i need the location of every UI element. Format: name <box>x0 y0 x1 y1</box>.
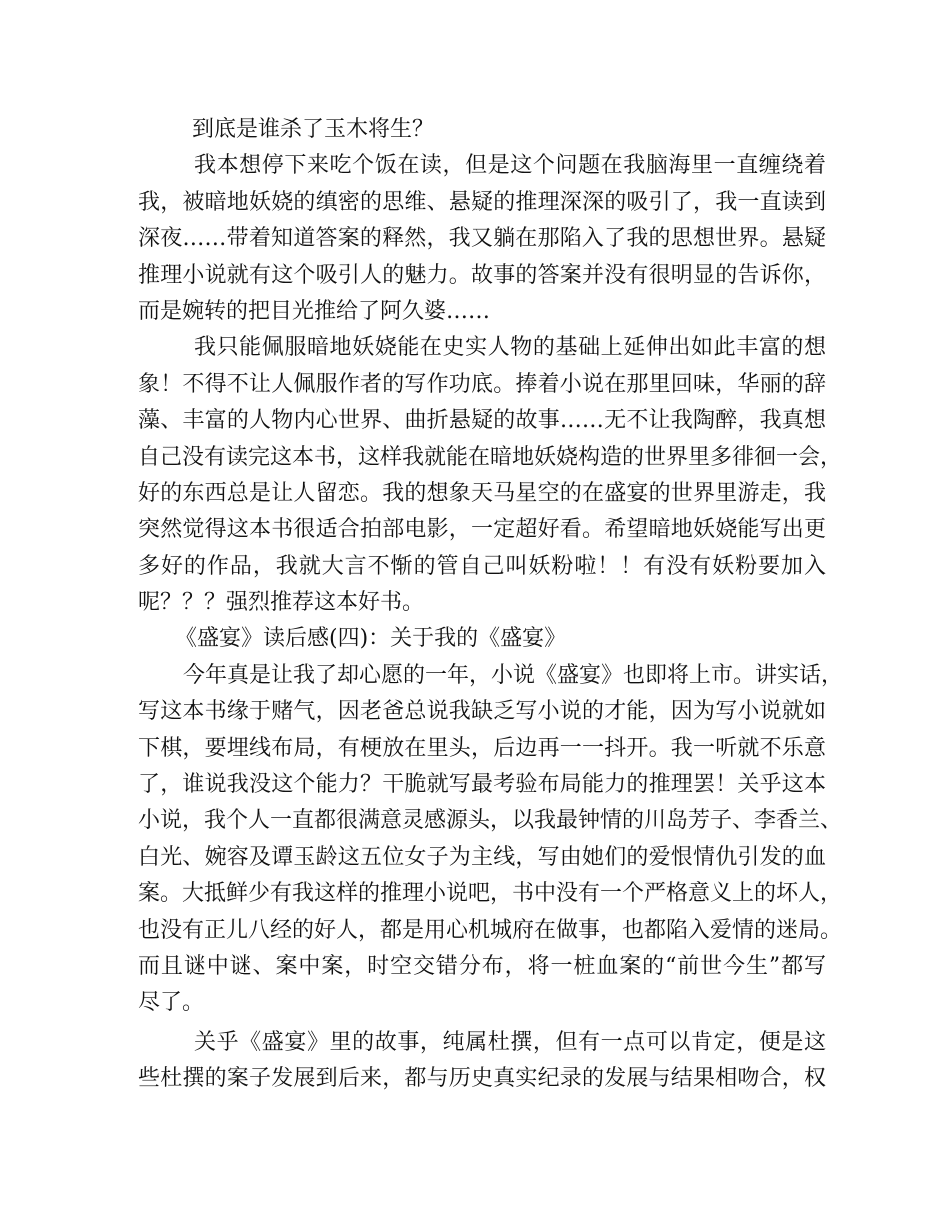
paragraph-line: 写这本书缘于赌气，因老爸总说我缺乏写小说的才能，因为写小说就如 <box>138 699 826 725</box>
paragraph-line: 突然觉得这本书很适合拍部电影，一定超好看。希望暗地妖娆能写出更 <box>138 517 826 543</box>
paragraph-line: 小说，我个人一直都很满意灵感源头，以我最钟情的川岛芳子、李香兰、 <box>138 808 843 834</box>
section-heading: 《盛宴》读后感(四)：关于我的《盛宴》 <box>175 626 567 652</box>
paragraph-line: 我，被暗地妖娆的缜密的思维、悬疑的推理深深的吸引了，我一直读到 <box>138 189 826 215</box>
paragraph-line: 多好的作品，我就大言不惭的管自己叫妖粉啦！！有没有妖粉要加入 <box>138 553 826 579</box>
paragraph-line: 白光、婉容及谭玉龄这五位女子为主线，写由她们的爱恨情仇引发的血 <box>138 844 826 870</box>
paragraph-line: 自己没有读完这本书，这样我就能在暗地妖娆构造的世界里多徘徊一会， <box>138 444 843 470</box>
paragraph-line: 而且谜中谜、案中案，时空交错分布，将一桩血案的“前世今生”都写 <box>138 953 826 979</box>
paragraph-line: 了，谁说我没这个能力？干脆就写最考验布局能力的推理罢！关乎这本 <box>138 772 826 798</box>
paragraph-line: 藻、丰富的人物内心世界、曲折悬疑的故事……无不让我陶醉，我真想 <box>138 408 826 434</box>
paragraph-line: 下棋，要埋线布局，有梗放在里头，后边再一一抖开。我一听就不乐意 <box>138 735 826 761</box>
paragraph-line: 到底是谁杀了玉木将生？ <box>192 117 435 142</box>
paragraph-line: 尽了。 <box>138 990 205 1016</box>
paragraph-line: 我只能佩服暗地妖娆能在史实人物的基础上延伸出如此丰富的想 <box>194 335 826 361</box>
document-body <box>138 112 844 1098</box>
paragraph-line: 好的东西总是让人留恋。我的想象天马星空的在盛宴的世界里游走，我 <box>138 480 826 506</box>
paragraph-line: 些杜撰的案子发展到后来，都与历史真实纪录的发展与结果相吻合，权 <box>138 1066 826 1092</box>
paragraph-line: 呢？？？强烈推荐这本好书。 <box>138 590 425 616</box>
paragraph-line: 象！不得不让人佩服作者的写作功底。捧着小说在那里回味，华丽的辞 <box>138 371 826 397</box>
paragraph-line: 而是婉转的把目光推给了阿久婆…… <box>138 298 491 324</box>
paragraph-line: 我本想停下来吃个饭在读，但是这个问题在我脑海里一直缠绕着 <box>194 153 826 179</box>
paragraph-line: 也没有正儿八经的好人，都是用心机城府在做事，也都陷入爱情的迷局。 <box>138 917 843 943</box>
paragraph-line: 推理小说就有这个吸引人的魅力。故事的答案并没有很明显的告诉你， <box>138 262 826 288</box>
paragraph-line: 关乎《盛宴》里的故事，纯属杜撰，但有一点可以肯定，便是这 <box>194 1029 826 1055</box>
paragraph-line: 深夜……带着知道答案的释然，我又躺在那陷入了我的思想世界。悬疑 <box>138 226 826 252</box>
paragraph-line: 案。大抵鲜少有我这样的推理小说吧，书中没有一个严格意义上的坏人， <box>138 881 843 907</box>
paragraph-line: 今年真是让我了却心愿的一年，小说《盛宴》也即将上市。讲实话， <box>183 662 844 688</box>
